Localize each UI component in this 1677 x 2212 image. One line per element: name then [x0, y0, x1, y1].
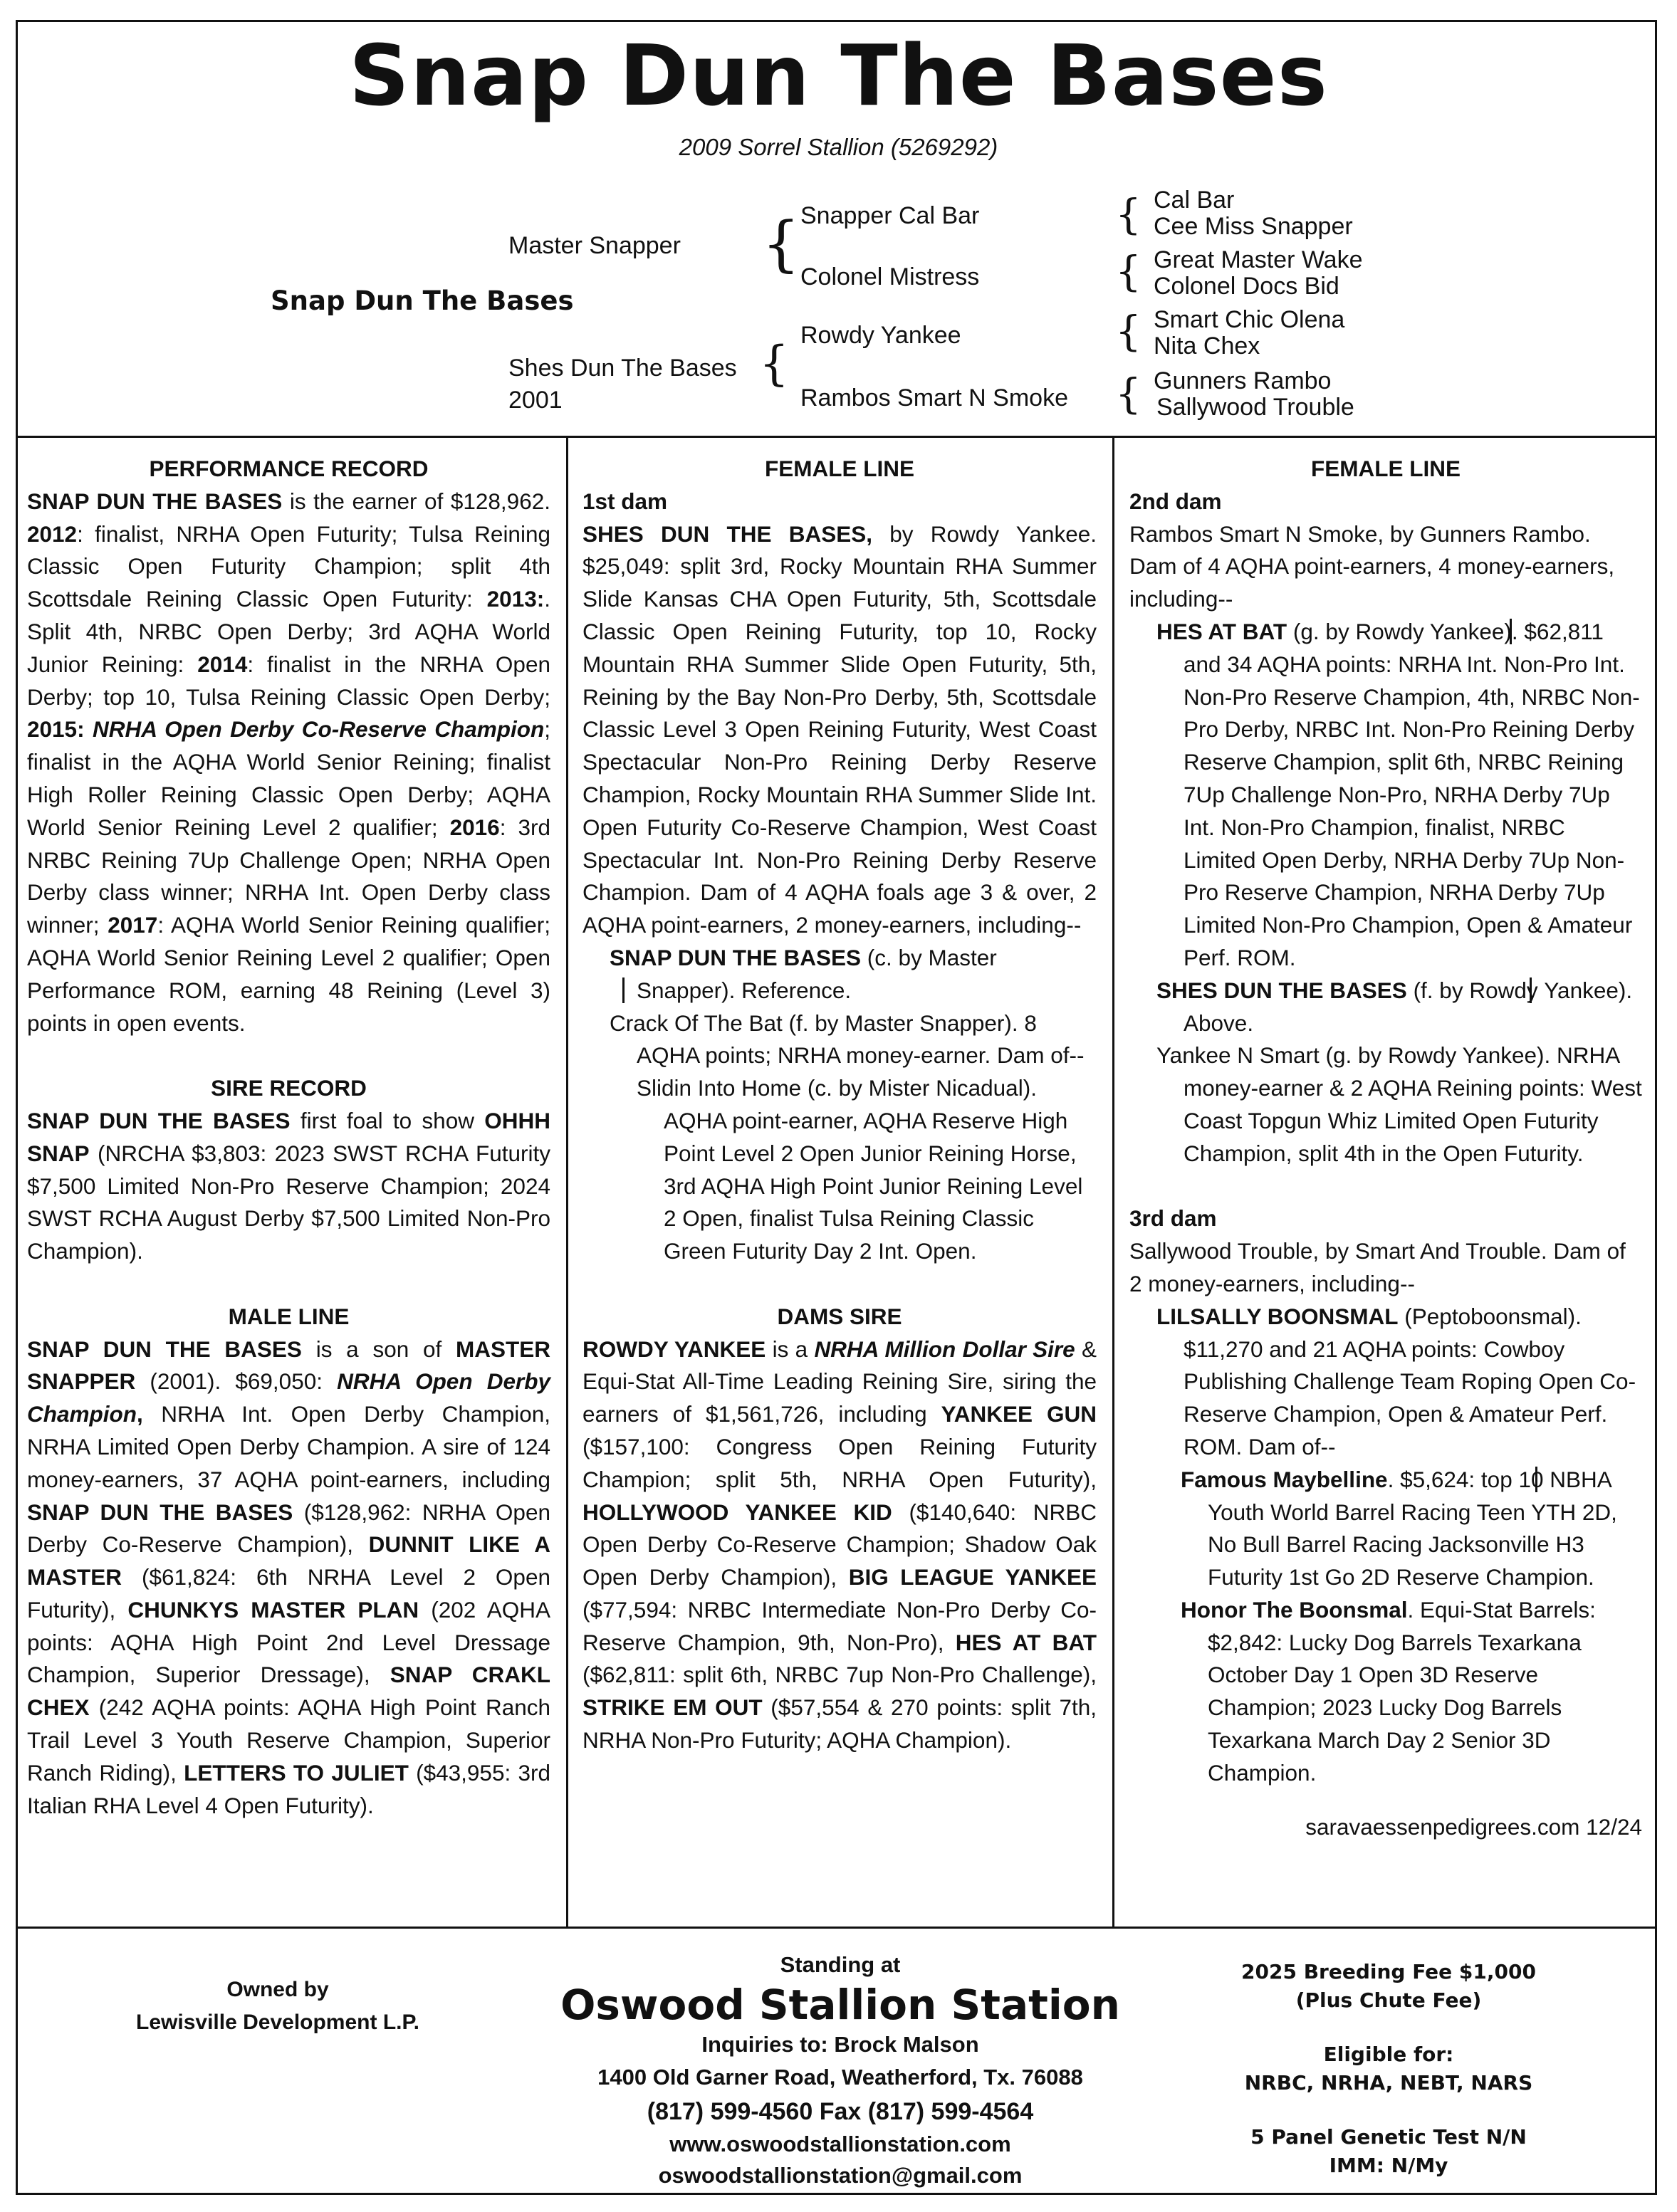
- third-dam-label: 3rd dam: [1129, 1205, 1217, 1232]
- first-dam-label: 1st dam: [582, 488, 668, 514]
- offspring-crack-of-the-bat: Crack Of The Bat (f. by Master Snapper). 8 AQHA points; NRHA money-earner. Dam of--: [610, 1010, 1085, 1069]
- male-line-heading: MALE LINE: [228, 1303, 350, 1329]
- eligible-list: NRBC, NRHA, NEBT, NARS: [1244, 2071, 1533, 2095]
- pedigree-g7: Gunners Rambo: [1154, 367, 1332, 394]
- first-dam-text: SHES DUN THE BASES, by Rowdy Yankee. $25,049: split 3rd, Rocky Mountain RHA Summer Slide Kansas CHA Open Futurity, 5th, Scottsdale Classic Open Reining Futurity, top 10, Rocky Mountain RHA Summer Slide Open Futurity, 5th, Reining by the Bay Non-Pro Derby, 5th, Scottsdale Classic Level 3 Open Reining Futurity, West Coast Spectacular Non-Pro Reining Derby Reserve Champion, Rocky Mountain RHA Summer Slide Int. Open Futurity Co-Reserve Champion, West Coast Spectacular Int. Non-Pro Reining Derby Reserve Champion. Dam of 4 AQHA foals age 3 & over, 2 AQHA point-earners, 2 money-earners, including--: [582, 520, 1097, 938]
- column-divider-1: [566, 436, 568, 1928]
- website-link[interactable]: www.oswoodstallionstation.com: [669, 2132, 1011, 2156]
- pedigree-dam: Shes Dun The Bases: [508, 355, 737, 382]
- offspring-slidin-into-home: Slidin Into Home (c. by Mister Nicadual). AQHA point-earner, AQHA Reserve High Point Level 2 Open Junior Reining Horse, 3rd AQHA High Point Junior Reining Level 2 Open, finalist Tulsa Reining Classic Green Futurity Day 2 Int. Open.: [637, 1075, 1083, 1264]
- offspring-honor-the-boonsmal: Honor The Boonsmal. Equi-Stat Barrels: $2,842: Lucky Dog Barrels Texarkana October Day 1 Open 3D Reserve Champion; 2023 Lucky Dog Barrels Texarkana March Day 2 Senior 3D Champion.: [1181, 1596, 1596, 1786]
- owner-name: Lewisville Development L.P.: [136, 2011, 419, 2034]
- second-dam-text: Rambos Smart N Smoke, by Gunners Rambo. Dam of 4 AQHA point-earners, 4 money-earners, including--: [1129, 520, 1615, 612]
- pedigree-g4: Colonel Docs Bid: [1154, 273, 1339, 300]
- brace-g1: {: [1115, 190, 1141, 239]
- standing-block: [527, 1949, 1154, 2191]
- column-female-line-2: [1129, 453, 1642, 1843]
- pedigree-sire: Master Snapper: [508, 232, 681, 259]
- dams-sire-text: ROWDY YANKEE is a NRHA Million Dollar Sire & Equi-Stat All-Time Leading Reining Sire, siring the earners of $1,561,726, including YANKEE GUN ($157,100: Congress Open Reining Futurity Champion; split 5th, NRHA Open Futurity), HOLLYWOOD YANKEE KID ($140,640: NRBC Open Derby Co-Reserve Champion; Shadow Oak Open Derby Champion), BIG LEAGUE YANKEE ($77,594: NRBC Intermediate Non-Pro Derby Co-Reserve Champion, 9th, Non-Pro), HES AT BAT ($62,811: split 6th, NRBC 7up Non-Pro Challenge), STRIKE EM OUT ($57,554 & 270 points: split 7th, NRHA Non-Pro Futurity; AQHA Champion).: [582, 1336, 1097, 1754]
- third-dam-text: Sallywood Trouble, by Smart And Trouble. Dam of 2 money-earners, including--: [1129, 1238, 1626, 1296]
- pedigree-g5: Smart Chic Olena: [1154, 306, 1345, 333]
- owned-by-label: Owned by: [226, 1978, 329, 2001]
- brace-g4: {: [1115, 369, 1141, 418]
- brace-g2: {: [1115, 247, 1141, 295]
- imm-status: IMM: N/My: [1329, 2154, 1448, 2177]
- phone: (817) 599-4560 Fax (817) 599-4564: [647, 2098, 1034, 2125]
- eligible-label: Eligible for:: [1323, 2043, 1454, 2066]
- column-performance: [27, 453, 550, 1822]
- performance-record-text: SNAP DUN THE BASES is the earner of $128,962. 2012: finalist, NRHA Open Futurity; Tulsa Reining Classic Open Futurity Champion; split 4th Scottsdale Reining Classic Open Futurity: 2013:. Split 4th, NRBC Open Derby; 3rd AQHA World Junior Reining: 2014: finalist in the NRHA Open Derby; top 10, Tulsa Reining Classic Open Derby; 2015: NRHA Open Derby Co-Reserve Champion; finalist in the AQHA World Senior Reining; finalist High Roller Reining Classic Open Derby; AQHA World Senior Reining Level 2 qualifier; 2016: 3rd NRBC Reining 7Up Challenge Open; NRHA Open Derby class winner; NRHA Int. Open Derby class winner; 2017: AQHA World Senior Reining qualifier; AQHA World Senior Reining Level 2 qualifier; Open Performance ROM, earning 48 Reining (Level 3) points in open events.: [27, 488, 550, 1036]
- female-line-heading: FEMALE LINE: [765, 456, 914, 481]
- owner-block: [64, 1973, 491, 2039]
- column-female-line-1: [582, 453, 1097, 1757]
- footer-divider: [16, 1927, 1657, 1929]
- address: 1400 Old Garner Road, Weatherford, Tx. 76088: [597, 2065, 1083, 2090]
- breeding-fee-note: (Plus Chute Fee): [1295, 1988, 1482, 2012]
- pedigree-g2: Cee Miss Snapper: [1154, 213, 1353, 240]
- pedigree-dam-dam: Rambos Smart N Smoke: [800, 384, 1068, 412]
- pedigree-sire-dam: Colonel Mistress: [800, 263, 980, 290]
- offspring-snap-dun: SNAP DUN THE BASES (c. by Master Snapper). Reference.: [610, 944, 997, 1003]
- breeding-fee: 2025 Breeding Fee $1,000: [1241, 1960, 1536, 1983]
- pedigree-subject: Snap Dun The Bases: [271, 285, 574, 316]
- brace-g3: {: [1115, 307, 1141, 355]
- pedigree-g1: Cal Bar: [1154, 187, 1235, 214]
- female-line-heading-2: FEMALE LINE: [1311, 456, 1461, 481]
- offspring-lilsally: LILSALLY BOONSMAL (Peptoboonsmal). $11,270 and 21 AQHA points: Cowboy Publishing Challenge Team Roping Open Co-Reserve Champion, Open & Amateur Perf. ROM. Dam of--: [1156, 1303, 1636, 1459]
- offspring-yankee-n-smart: Yankee N Smart (g. by Rowdy Yankee). NRHA money-earner & 2 AQHA Reining points: West Coast Topgun Whiz Limited Open Futurity Champion, split 4th in the Open Futurity.: [1156, 1042, 1642, 1166]
- genetic-test: 5 Panel Genetic Test N/N: [1250, 2125, 1527, 2149]
- offspring-famous-maybelline: Famous Maybelline. $5,624: top 10 NBHA Youth World Barrel Racing Teen YTH 2D, No Bull Barrel Racing Jacksonville H3 Futurity 1st Go 2D Reserve Champion.: [1181, 1466, 1617, 1590]
- header-divider: [16, 436, 1657, 438]
- male-line-text: SNAP DUN THE BASES is a son of MASTER SNAPPER (2001). $69,050: NRHA Open Derby Champion, NRHA Int. Open Derby Champion, NRHA Limited Open Derby Champion. A sire of 124 money-earners, 37 AQHA point-earners, including SNAP DUN THE BASES ($128,962: NRHA Open Derby Co-Reserve Champion), DUNNIT LIKE A MASTER ($61,824: 6th NRHA Level 2 Open Futurity), CHUNKYS MASTER PLAN (202 AQHA points: AQHA High Point 2nd Level Dressage Champion, Superior Dressage), SNAP CRAKL CHEX (242 AQHA points: AQHA High Point Ranch Trail Level 3 Youth Reserve Champion, Superior Ranch Riding), LETTERS TO JULIET ($43,955: 3rd Italian RHA Level 4 Open Futurity).: [27, 1336, 551, 1818]
- brace-dam: {: [759, 336, 789, 391]
- page-title: Snap Dun The Bases: [349, 26, 1328, 125]
- standing-label: Standing at: [780, 1952, 901, 1977]
- second-dam-label: 2nd dam: [1129, 488, 1222, 514]
- column-divider-2: [1112, 436, 1114, 1928]
- performance-heading: PERFORMANCE RECORD: [149, 456, 429, 481]
- pedigree-dam-sire: Rowdy Yankee: [800, 322, 961, 349]
- pedigree-credit: saravaessenpedigrees.com 12/24: [1305, 1813, 1642, 1840]
- sire-record-text: SNAP DUN THE BASES first foal to show OHHH SNAP (NRCHA $3,803: 2023 SWST RCHA Futurity $7,500 Limited Non-Pro Reserve Champion; 2024 SWST RCHA August Derby $7,500 Limited Non-Pro Champion).: [27, 1107, 550, 1264]
- page-subtitle: 2009 Sorrel Stallion (5269292): [679, 134, 998, 160]
- dams-sire-heading: DAMS SIRE: [777, 1303, 902, 1329]
- pedigree-g8: Sallywood Trouble: [1156, 394, 1354, 421]
- pedigree-g6: Nita Chex: [1154, 332, 1260, 360]
- sire-record-heading: SIRE RECORD: [211, 1075, 367, 1101]
- email-link[interactable]: oswoodstallionstation@gmail.com: [658, 2163, 1023, 2188]
- station-name: Oswood Stallion Station: [560, 1981, 1120, 2029]
- offspring-hes-at-bat: HES AT BAT (g. by Rowdy Yankee). $62,811 and 34 AQHA points: NRHA Int. Non-Pro Int. Non-Pro Reserve Champion, 4th, NRBC Non-Pro Derby, NRBC Int. Non-Pro Reining Derby Reserve Champion, split 6th, NRBC Reining 7Up Challenge Non-Pro, NRHA Derby 7Up Int. Non-Pro Champion, finalist, NRBC Limited Open Derby, NRHA Derby 7Up Non-Pro Reserve Champion, NRHA Derby 7Up Limited Non-Pro Champion, Open & Amateur Perf. ROM.: [1156, 618, 1640, 970]
- pedigree-sire-sire: Snapper Cal Bar: [800, 202, 980, 229]
- brace-sire: {: [762, 209, 800, 278]
- inquiries: Inquiries to: Brock Malson: [701, 2032, 979, 2057]
- pedigree-dam-year: 2001: [508, 387, 563, 414]
- fee-block: [1168, 1958, 1609, 2180]
- offspring-shes-dun: SHES DUN THE BASES (f. by Rowdy Yankee). Above.: [1156, 977, 1633, 1036]
- pedigree-g3: Great Master Wake: [1154, 246, 1363, 273]
